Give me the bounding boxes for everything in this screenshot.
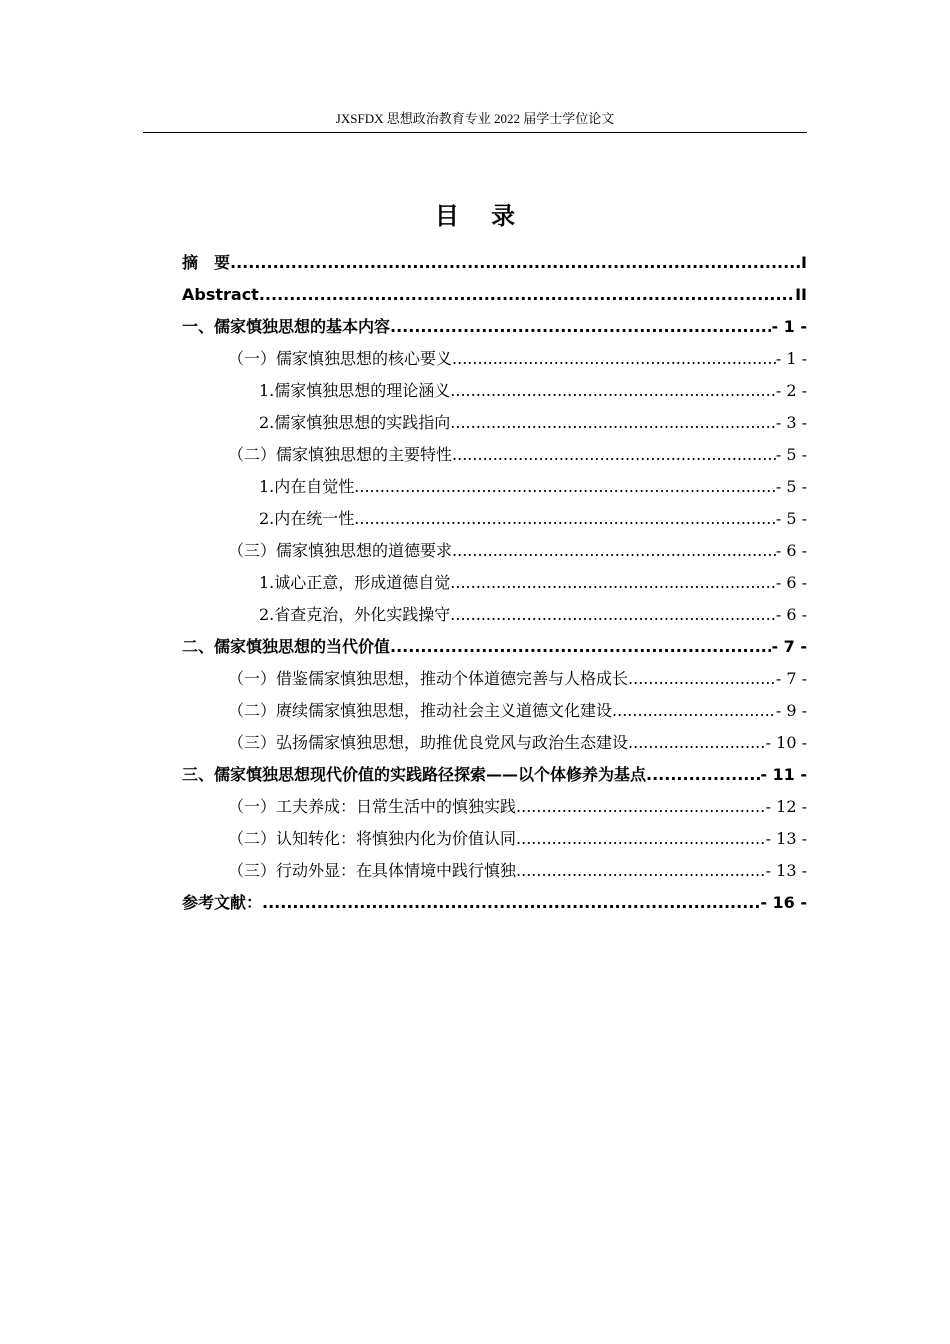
dot-leader [452, 343, 776, 375]
toc-entry-label: 2.内在统一性 [259, 509, 355, 528]
toc-entry-page: I [801, 253, 807, 272]
toc-entry-label: 三、儒家慎独思想现代价值的实践路径探索——以个体修养为基点 [182, 765, 647, 784]
toc-entry-page: - 3 - [775, 413, 807, 432]
dot-leader [516, 791, 766, 823]
toc-entry-label: 2.儒家慎独思想的实践指向 [259, 413, 451, 432]
toc-entry[interactable] [182, 759, 807, 791]
toc-entry-label: （一）借鉴儒家慎独思想，推动个体道德完善与人格成长 [228, 669, 629, 688]
toc-entry-page: - 13 - [765, 829, 807, 848]
toc-entry[interactable] [182, 599, 807, 631]
toc-entry-label: 二、儒家慎独思想的当代价值 [182, 637, 391, 656]
toc-entry-page: - 10 - [765, 733, 807, 752]
dot-leader [452, 535, 776, 567]
toc-entry-page: - 1 - [771, 317, 807, 336]
toc-entry-page: - 9 - [775, 701, 807, 720]
toc-entry-label: 摘 要 [182, 253, 231, 272]
dot-leader [390, 311, 771, 343]
toc-entry-page: II [795, 285, 807, 304]
toc-entry-label: （三）行动外显：在具体情境中践行慎独 [228, 861, 517, 880]
toc-entry[interactable] [182, 727, 807, 759]
toc-entry[interactable] [182, 791, 807, 823]
dot-leader [612, 695, 776, 727]
toc-entry-page: - 16 - [760, 893, 807, 912]
dot-leader [230, 247, 801, 279]
toc-title: 目 录 [434, 202, 528, 230]
dot-leader [452, 439, 776, 471]
dot-leader [628, 663, 776, 695]
toc-entry[interactable] [182, 311, 807, 343]
dot-leader [450, 407, 776, 439]
dot-leader [259, 279, 795, 311]
toc-entry[interactable] [182, 247, 807, 279]
dot-leader [516, 855, 766, 887]
dot-leader [450, 567, 776, 599]
dot-leader [390, 631, 771, 663]
toc-entry-page: - 1 - [775, 349, 807, 368]
toc-entry-label: 参考文献： [182, 893, 263, 912]
toc-entry-page: - 5 - [775, 509, 807, 528]
toc-entry-label: 2.省查克治，外化实践操守 [259, 605, 451, 624]
toc-entry-label: 1.内在自觉性 [259, 477, 355, 496]
toc-entry[interactable] [182, 567, 807, 599]
dot-leader [450, 599, 776, 631]
toc-entry-page: - 7 - [775, 669, 807, 688]
toc-entry[interactable] [182, 663, 807, 695]
toc-entry[interactable] [182, 439, 807, 471]
header-rule [143, 132, 807, 133]
toc-entry-page: - 6 - [775, 541, 807, 560]
toc-entry-label: （二）认知转化：将慎独内化为价值认同 [228, 829, 517, 848]
toc-entry[interactable] [182, 407, 807, 439]
toc-entry-label: （二）儒家慎独思想的主要特性 [228, 445, 453, 464]
toc-entry[interactable] [182, 279, 807, 311]
toc-entry[interactable] [182, 375, 807, 407]
toc-entry-label: （三）弘扬儒家慎独思想，助推优良党风与政治生态建设 [228, 733, 629, 752]
toc-entry-page: - 11 - [760, 765, 807, 784]
toc-entry-page: - 7 - [771, 637, 807, 656]
running-header: JXSFDX 思想政治教育专业 2022 届学士学位论文 [335, 111, 615, 126]
toc-entry[interactable] [182, 823, 807, 855]
toc-entry-label: 1.儒家慎独思想的理论涵义 [259, 381, 451, 400]
table-of-contents [182, 247, 807, 919]
dot-leader [450, 375, 776, 407]
toc-entry[interactable] [182, 631, 807, 663]
toc-entry-page: - 6 - [775, 605, 807, 624]
toc-entry-label: 一、儒家慎独思想的基本内容 [182, 317, 391, 336]
toc-entry[interactable] [182, 535, 807, 567]
toc-entry-label: （一）工夫养成：日常生活中的慎独实践 [228, 797, 517, 816]
toc-entry[interactable] [182, 887, 807, 919]
dot-leader [646, 759, 760, 791]
toc-entry-page: - 5 - [775, 477, 807, 496]
toc-entry[interactable] [182, 855, 807, 887]
toc-entry[interactable] [182, 471, 807, 503]
toc-entry-page: - 5 - [775, 445, 807, 464]
toc-entry-page: - 12 - [765, 797, 807, 816]
toc-entry-page: - 2 - [775, 381, 807, 400]
toc-entry-label: （二）赓续儒家慎独思想，推动社会主义道德文化建设 [228, 701, 613, 720]
toc-entry-page: - 13 - [765, 861, 807, 880]
toc-entry[interactable] [182, 503, 807, 535]
dot-leader [354, 503, 776, 535]
toc-entry[interactable] [182, 695, 807, 727]
dot-leader [628, 727, 766, 759]
dot-leader [516, 823, 766, 855]
toc-entry-label: Abstract [182, 285, 259, 304]
toc-entry-label: （三）儒家慎独思想的道德要求 [228, 541, 453, 560]
toc-entry-page: - 6 - [775, 573, 807, 592]
toc-entry-label: （一）儒家慎独思想的核心要义 [228, 349, 453, 368]
dot-leader [354, 471, 776, 503]
dot-leader [262, 887, 760, 919]
toc-entry-label: 1.诚心正意，形成道德自觉 [259, 573, 451, 592]
toc-entry[interactable] [182, 343, 807, 375]
